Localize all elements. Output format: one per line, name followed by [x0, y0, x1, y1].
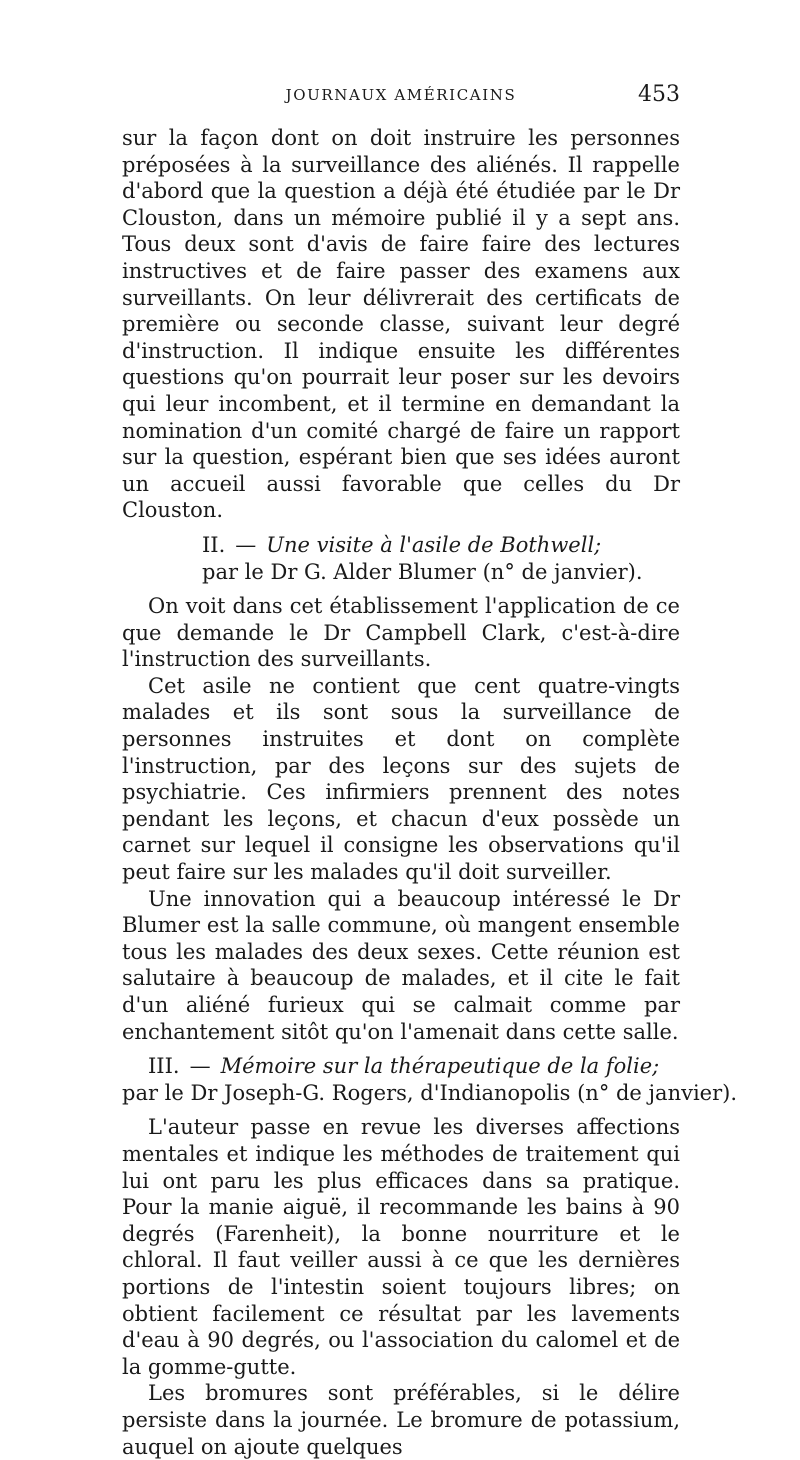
paragraph-continuation: sur la façon dont on doit instruire les personnes préposées à la surveillance des aliénés. Il rappelle d'abord que la question a déjà été étudiée par le Dr Clouston, dans un mémoire publié il y a sept ans. Tous deux sont d'avis de faire faire des lectures instructives et de faire passer des examens aux surveillants. On leur délivrerait des certificats de première ou seconde classe, suivant leur degré d'instruction. Il indique ensuite les différentes questions qu'on pourrait leur poser sur les devoirs qui leur incombent, et il termine en demandant la nomination d'un comité chargé de faire un rapport sur la question, espérant bien que ses idées auront un accueil aussi favorable que celles du Dr Clouston. [122, 126, 680, 523]
section-title: Mémoire sur la thérapeutique de la folie; [220, 1054, 660, 1079]
section-title: Une visite à l'asile de Bothwell; [266, 532, 602, 557]
section-heading-title-line [122, 1053, 680, 1080]
page-number: 453 [638, 82, 680, 107]
section-byline: par le Dr G. Alder Blumer (n° de janvier). [202, 559, 643, 584]
section-heading-2 [122, 532, 680, 585]
section-dash: — [235, 532, 257, 557]
section-dash: — [189, 1054, 211, 1079]
paragraph: Cet asile ne contient que cent quatre-vingts malades et ils sont sous la surveillance de personnes instruites et dont on complète l'instruction, par des leçons sur des sujets de psychiatrie. Ces infirmiers prennent des notes pendant les leçons, et chacun d'eux possède un carnet sur lequel il consigne les observations qu'il peut faire sur les malades qu'il doit surveiller. [122, 673, 680, 885]
paragraph: On voit dans cet établissement l'application de ce que demande le Dr Campbell Clark, c'est-à-dire l'instruction des surveillants. [122, 594, 680, 672]
section-heading-title-line [122, 532, 680, 559]
running-title: JOURNAUX AMÉRICAINS [285, 86, 517, 104]
section-heading-3 [122, 1053, 738, 1106]
section-numeral: III. [148, 1054, 180, 1079]
page-body [122, 125, 738, 1460]
paragraph: Les bromures sont préférables, si le délire persiste dans la journée. Le bromure de potassium, auquel on ajoute quelques [122, 1381, 680, 1459]
section-byline: par le Dr Joseph-G. Rogers, d'Indianopolis (n° de janvier). [122, 1080, 738, 1105]
section-numeral: II. [202, 532, 226, 557]
paragraph: Une innovation qui a beaucoup intéressé le Dr Blumer est la salle commune, où mangent ensemble tous les malades des deux sexes. Cette réunion est salutaire à beaucoup de malades, et il cite le fait d'un aliéné furieux qui se calmait comme par enchantement sitôt qu'on l'amenait dans cette salle. [122, 886, 680, 1044]
paragraph: L'auteur passe en revue les diverses affections mentales et indique les méthodes de traitement qui lui ont paru les plus efficaces dans sa pratique. Pour la manie aiguë, il recommande les bains à 90 degrés (Farenheit), la bonne nourriture et le chloral. Il faut veiller aussi à ce que les dernières portions de l'intestin soient toujours libres; on obtient facilement ce résultat par les lavements d'eau à 90 degrés, ou l'association du calomel et de la gomme-gutte. [122, 1115, 680, 1379]
page-header [122, 82, 680, 118]
